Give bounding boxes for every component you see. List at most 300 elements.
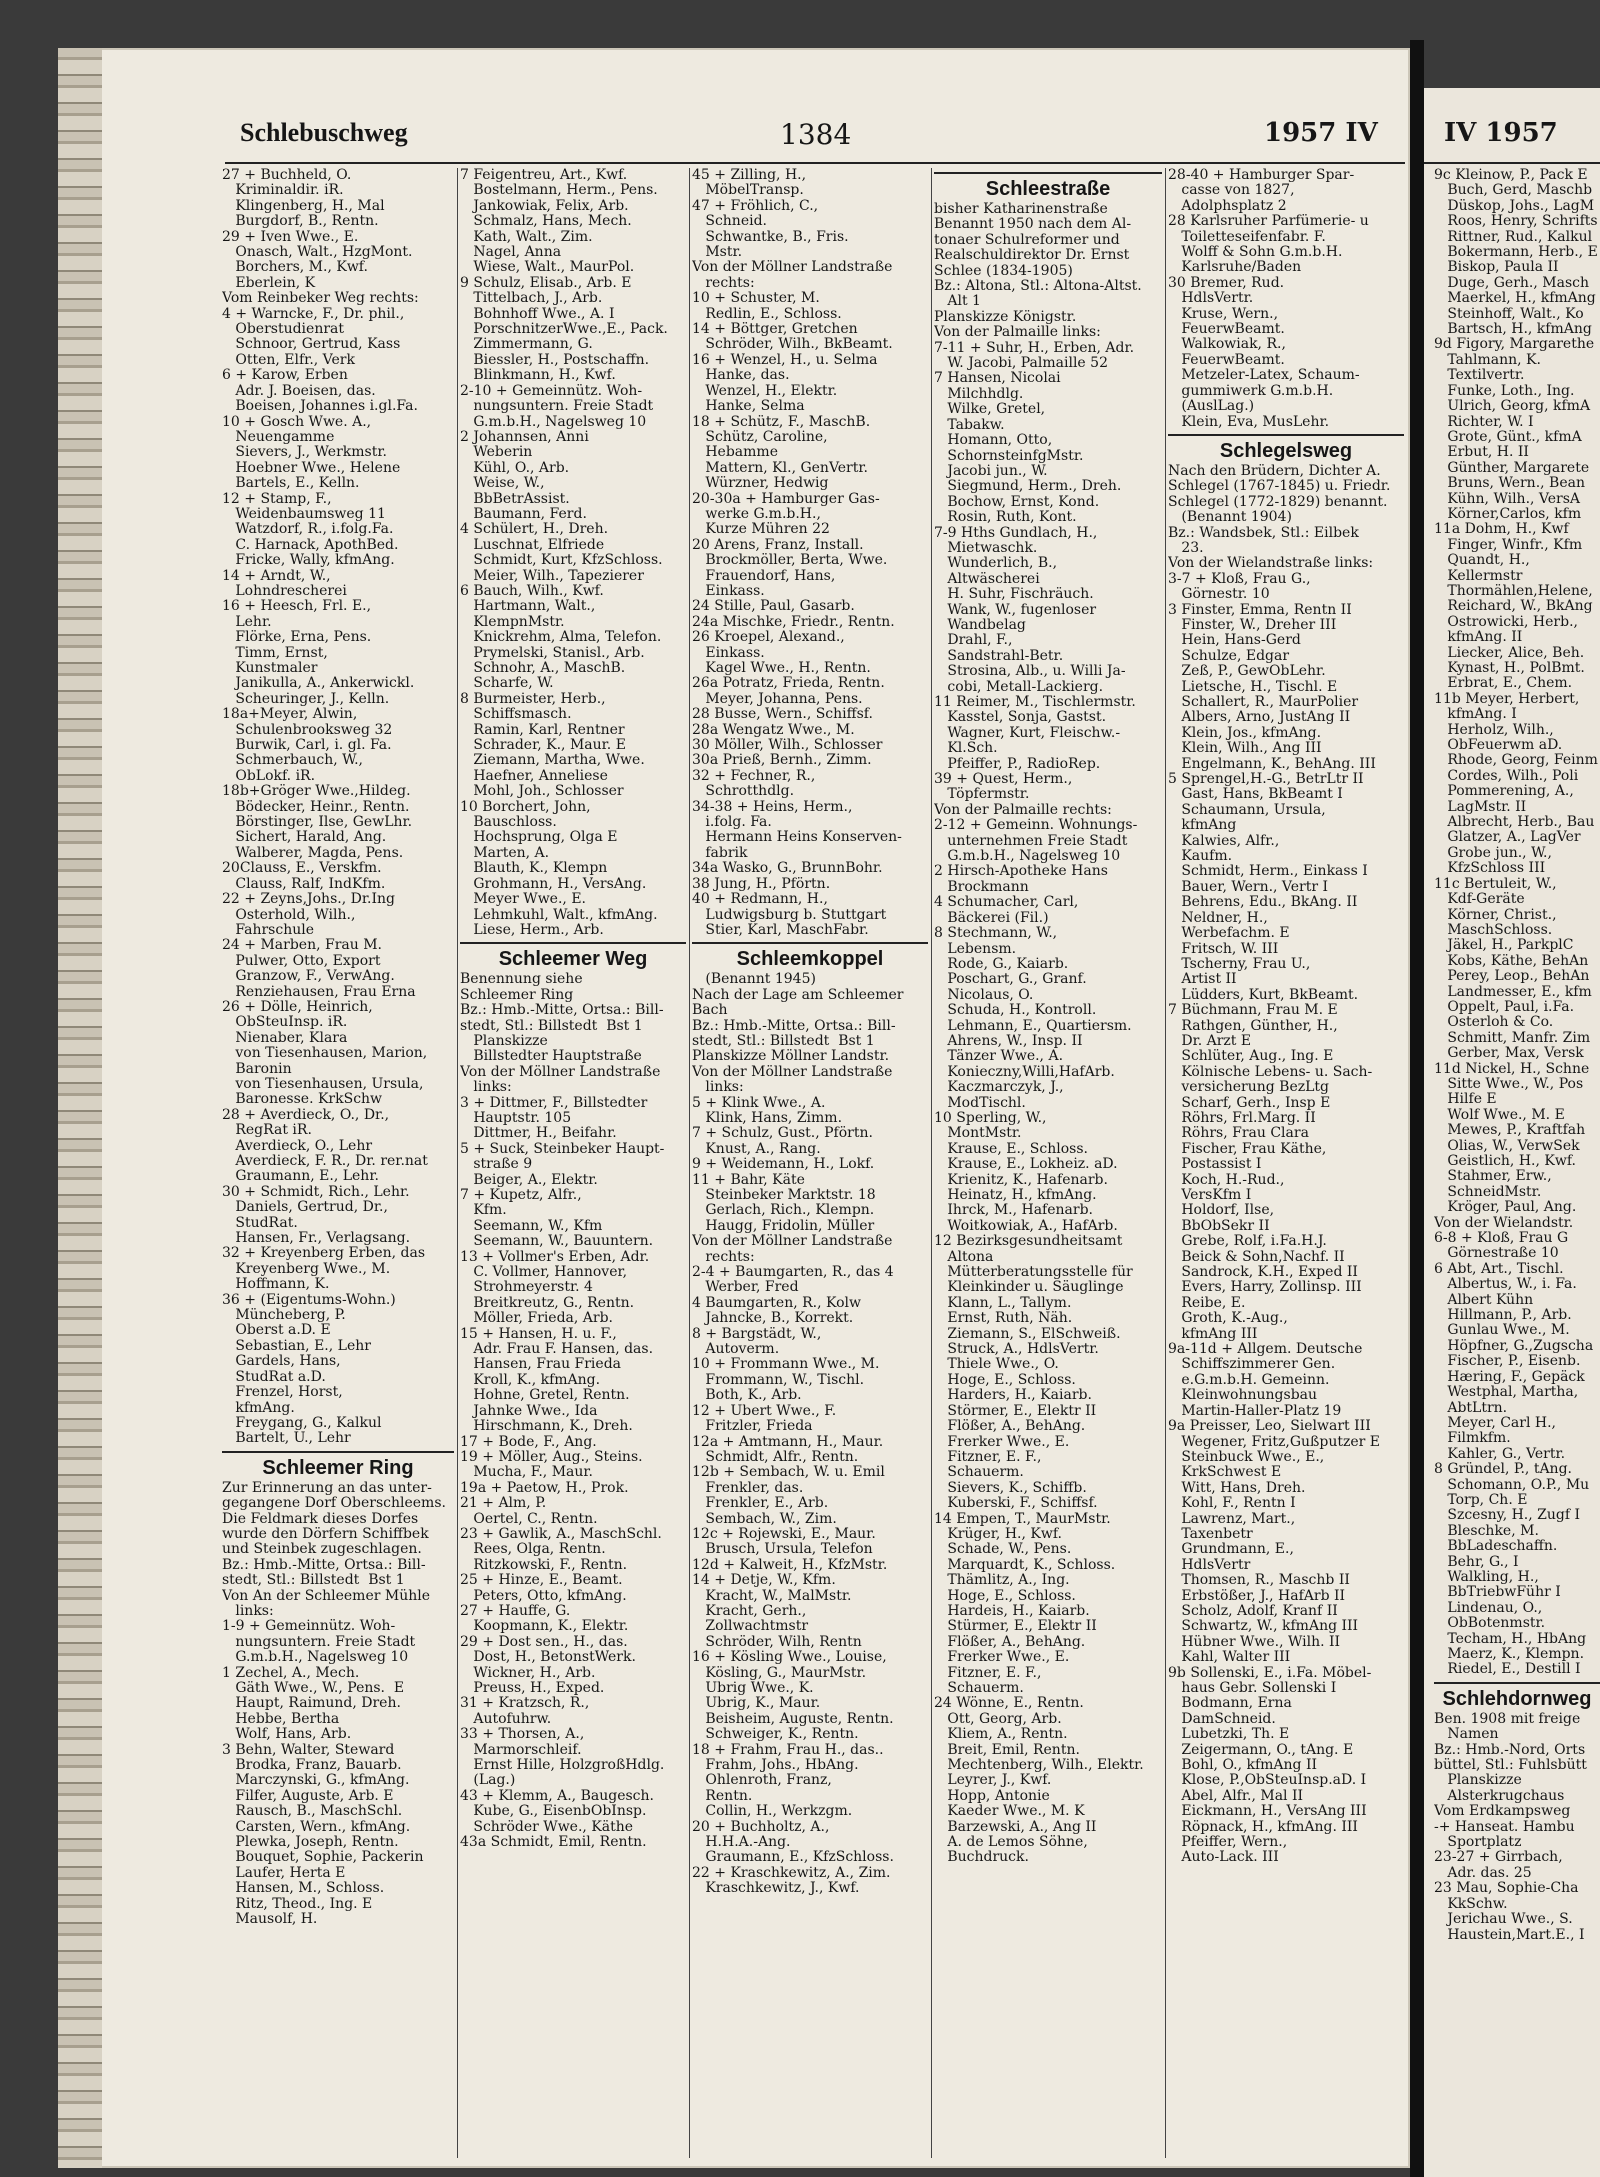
entry-line: Riedel, E., Destill I <box>1434 1661 1581 1678</box>
entry-line: 43 + Klemm, A., Baugesch. <box>460 1787 654 1804</box>
entry-line: Baronin <box>222 1060 292 1077</box>
entry-line: Timm, Ernst, <box>222 644 328 661</box>
entry-line: Kobs, Käthe, BehAn <box>1434 952 1589 969</box>
entry-line: 7 Büchmann, Frau M. E <box>1168 1002 1338 1019</box>
entry-line: Ahrens, W., Insp. II <box>934 1032 1083 1049</box>
entry-line: Rittner, Rud., Kalkul <box>1434 228 1593 245</box>
entry-line: Sandrock, K.H., Exped II <box>1168 1264 1358 1281</box>
entry-line: Bz.: Wandsbek, Stl.: Eilbek <box>1168 524 1359 541</box>
entry-line: Wilke, Gretel, <box>934 401 1046 418</box>
entry-line: Wiese, Walt., MaurPol. <box>460 259 635 276</box>
entry-line: 11a Dohm, H., Kwf <box>1434 521 1569 538</box>
entry-line: Bostelmann, Herm., Pens. <box>460 182 658 199</box>
entry-line: 30 Bremer, Rud. <box>1168 274 1285 291</box>
entry-line: 17 + Bode, F., Ang. <box>460 1433 597 1450</box>
entry-line: Wolf, Hans, Arb. <box>222 1726 352 1743</box>
entry-line: Dr. Arzt E <box>1168 1032 1252 1049</box>
entry-line: Geistlich, H., Kwf. <box>1434 1153 1576 1169</box>
entry-line: Von der Möllner Landstraße <box>692 1063 893 1080</box>
entry-line: Neuengamme <box>222 428 335 445</box>
entry-line: Poschart, G., Granf. <box>934 971 1087 988</box>
page-header-street: Schlebuschweg <box>240 118 408 147</box>
entry-line: 19 + Möller, Aug., Steins. <box>460 1448 643 1465</box>
entry-line: Bartels, E., Kelln. <box>222 475 360 492</box>
entry-line: HdlsVertr. <box>1168 290 1254 307</box>
entry-line: Hanke, Selma <box>692 398 805 415</box>
entry-line: Nach der Lage am Schleemer <box>692 986 904 1003</box>
entry-line: Bochow, Ernst, Kond. <box>934 493 1100 510</box>
entry-line: Ziemann, Martha, Wwe. <box>460 752 645 769</box>
entry-line: Krienitz, K., Hafenarb. <box>934 1171 1108 1188</box>
entry-line: 23-27 + Girrbach, <box>1434 1849 1563 1866</box>
entry-line: Fischer, P., Eisenb. <box>1434 1353 1581 1370</box>
entry-line: 28 Karlsruher Parfümerie- u <box>1168 213 1369 230</box>
entry-line: Thiele Wwe., O. <box>934 1356 1059 1373</box>
entry-line: Hoffmann, K. <box>222 1276 330 1293</box>
entry-line: SchneidMstr. <box>1434 1183 1542 1200</box>
entry-line: Artist II <box>1168 971 1237 988</box>
entry-line: Marten, A. <box>460 844 550 861</box>
entry-line: Steinbuck Wwe., E., <box>1168 1448 1325 1465</box>
entry-line: 39 + Quest, Herm., <box>934 771 1073 788</box>
entry-line: Bz.: Altona, Stl.: Altona-Altst. <box>934 278 1142 295</box>
entry-line: büttel, Stl.: Fuhlsbütt <box>1434 1757 1587 1774</box>
entry-line: Schneid. <box>692 213 767 230</box>
entry-line: Burwik, Carl, i. gl. Fa. <box>222 737 392 754</box>
entry-line: Erbrat, E., Chem. <box>1434 675 1573 692</box>
entry-line: Adolphsplatz 2 <box>1168 197 1287 214</box>
entry-line: 28 Busse, Wern., Schiffsf. <box>692 706 873 723</box>
entry-line: Bohl, O., kfmAng II <box>1168 1757 1318 1774</box>
entry-line: Pfeiffer, P., RadioRep. <box>934 755 1101 772</box>
column-divider <box>457 168 458 2158</box>
entry-line: Koopmann, K., Elektr. <box>460 1618 629 1635</box>
entry-line: Adr. Frau F. Hansen, das. <box>460 1341 654 1358</box>
entry-line: KlempnMstr. <box>460 613 565 630</box>
entry-line: KkSchw. <box>1434 1895 1508 1912</box>
entry-line: Schiffsmasch. <box>460 706 572 723</box>
entry-line: Struck, A., HdlsVertr. <box>934 1341 1099 1358</box>
entry-line: Sichert, Harald, Ang. <box>222 829 387 846</box>
entry-line: Hoge, E., Schloss. <box>934 1587 1076 1604</box>
entry-line: Dittmer, H., Beifahr. <box>460 1125 617 1142</box>
entry-line: Martin-Haller-Platz 19 <box>1168 1402 1342 1419</box>
entry-line: 6-8 + Kloß, Frau G <box>1434 1230 1569 1247</box>
entry-line: Fricke, Wally, kfmAng. <box>222 552 395 569</box>
entry-line: 7-9 Hths Gundlach, H., <box>934 524 1098 541</box>
entry-line: Collin, H., Werkzgm. <box>692 1803 853 1820</box>
entry-line: Gäth Wwe., W., Pens. E <box>222 1680 405 1696</box>
entry-line: Von der Wielandstraße links: <box>1168 555 1374 572</box>
entry-line: Gunlau Wwe., M. <box>1434 1322 1570 1339</box>
entry-line: Die Feldmark dieses Dorfes <box>222 1510 419 1527</box>
entry-line: Duge, Gerh., Masch <box>1434 274 1589 291</box>
entry-line: 9 Schulz, Elisab., Arb. E <box>460 274 632 291</box>
entry-line: C. Harnack, ApothBed. <box>222 536 399 553</box>
entry-line: Billstedter Hauptstraße <box>460 1048 642 1065</box>
entry-line: Lindenau, O., <box>1434 1599 1543 1616</box>
entry-line: Bartelt, U., Lehr <box>222 1430 351 1447</box>
entry-line: Kunstmaler <box>222 660 318 676</box>
entry-line: Lehmkuhl, Walt., kfmAng. <box>460 906 658 923</box>
entry-line: Von der Möllner Landstraße <box>460 1063 661 1080</box>
entry-line: Bartsch, H., kfmAng <box>1434 321 1592 338</box>
entry-line: und Steinbek zugeschlagen. <box>222 1541 422 1558</box>
entry-line: Bz.: Hmb.-Mitte, Ortsa.: Bill- <box>460 1002 664 1019</box>
entry-line: Störmer, E., Elektr II <box>934 1402 1097 1419</box>
entry-line: 3 Behn, Walter, Steward <box>222 1741 395 1758</box>
entry-line: 47 + Fröhlich, C., <box>692 197 819 214</box>
entry-line: kfmAng. II <box>1434 629 1523 646</box>
entry-line: Scholz, Adolf, Kranf II <box>1168 1602 1338 1619</box>
entry-line: Otten, Elfr., Verk <box>222 351 355 368</box>
entry-line: 20 Arens, Franz, Install. <box>692 536 864 553</box>
entry-line: Hardeis, H., Kaiarb. <box>934 1602 1090 1619</box>
entry-line: Werber, Fred <box>692 1279 799 1296</box>
entry-line: Benennung siehe <box>460 971 583 988</box>
entry-line: Lubetzki, Th. E <box>1168 1726 1290 1743</box>
entry-line: A. de Lemos Söhne, <box>934 1834 1088 1851</box>
entry-line: Sievers, K., Schiffb. <box>934 1479 1087 1496</box>
entry-line: Bokermann, Herb., E <box>1434 244 1598 261</box>
entry-line: 12 Bezirksgesundheitsamt <box>934 1233 1123 1250</box>
entry-line: Rosin, Ruth, Kont. <box>934 509 1077 526</box>
entry-line: kfmAng. <box>222 1399 295 1416</box>
entry-line: bisher Katharinenstraße <box>934 201 1108 217</box>
entry-line: Leyrer, J., Kwf. <box>934 1772 1052 1789</box>
entry-line: Kurze Mühren 22 <box>692 521 830 538</box>
entry-line: Hauptstr. 105 <box>460 1109 572 1126</box>
entry-line: Finger, Winfr., Kfm <box>1434 536 1583 553</box>
entry-line: Sebastian, E., Lehr <box>222 1337 371 1354</box>
column-divider <box>1165 168 1166 2158</box>
entry-line: Körner,Carlos, kfm <box>1434 505 1582 522</box>
entry-line: Walkowiak, R., <box>1168 336 1286 353</box>
entry-line: Kfm. <box>460 1202 507 1219</box>
entry-line: Klose, P.,ObSteuInsp.aD. I <box>1168 1772 1367 1789</box>
entry-line: Holdorf, Ilse, <box>1168 1202 1275 1219</box>
entry-line: Hebamme <box>692 444 778 461</box>
next-page-header-rule <box>1424 162 1600 164</box>
entry-line: Schiffszimmerer Gen. <box>1168 1356 1336 1373</box>
entry-line: 9b Sollenski, E., i.Fa. Möbel- <box>1168 1664 1372 1681</box>
entry-line: G.m.b.H., Nagelsweg 10 <box>222 1649 409 1666</box>
entry-line: -+ Hanseat. Hambu <box>1434 1818 1575 1835</box>
entry-line: versicherung BezLtg <box>1168 1079 1330 1096</box>
entry-line: Freygang, G., Kalkul <box>222 1414 382 1431</box>
entry-line: Günther, Margarete <box>1434 459 1590 476</box>
entry-line: 33 + Thorsen, A., <box>460 1726 585 1743</box>
entry-line: 34a Wasko, G., BrunnBohr. <box>692 860 883 877</box>
entry-line: Marquardt, K., Schloss. <box>934 1556 1116 1573</box>
entry-line: 10 + Schuster, M. <box>692 290 820 307</box>
entry-line: Kalwies, Alfr., <box>1168 832 1280 849</box>
entry-line: Hirschmann, K., Dreh. <box>460 1418 633 1435</box>
entry-line: Altona <box>934 1248 994 1265</box>
entry-line: Jahncke, B., Korrekt. <box>692 1310 854 1327</box>
entry-line: Ubrig Wwe., K. <box>692 1680 814 1696</box>
entry-line: 4 Baumgarten, R., Kolw <box>692 1294 861 1311</box>
entry-line: tonaer Schulreformer und <box>934 231 1120 248</box>
entry-line: 7 Feigentreu, Art., Kwf. <box>460 168 628 183</box>
entry-line: Barzewski, A., Ang II <box>934 1818 1097 1835</box>
entry-line: Ostrowicki, Herb., <box>1434 613 1578 630</box>
entry-line: Adr. J. Boeisen, das. <box>222 382 376 399</box>
entry-line: e.G.m.b.H. Gemeinn. <box>1168 1371 1330 1388</box>
entry-line: Lüdders, Kurt, BkBeamt. <box>1168 986 1359 1003</box>
entry-line: Ihrck, M., Hafenarb. <box>934 1202 1093 1219</box>
entry-line: 25 + Hinze, E., Beamt. <box>460 1572 623 1589</box>
entry-line: Altwäscherei <box>934 570 1040 587</box>
entry-line: Bauer, Wern., Vertr I <box>1168 878 1329 895</box>
entry-line: Dost, H., BetonstWerk. <box>460 1649 636 1666</box>
entry-line: Sievers, J., Werkmstr. <box>222 444 387 461</box>
entry-line: Nach den Brüdern, Dichter A. <box>1168 462 1381 479</box>
entry-line: Wegener, Fritz,Gußputzer E <box>1168 1433 1381 1450</box>
entry-line: Hohne, Gretel, Rentn. <box>460 1387 630 1404</box>
entry-line: Wolf Wwe., M. E <box>1434 1106 1565 1123</box>
entry-line: Ludwigsburg b. Stuttgart <box>692 906 887 923</box>
entry-line: 2-4 + Baumgarten, R., das 4 <box>692 1264 894 1281</box>
entry-line: Reichard, W., BkAng <box>1434 598 1593 615</box>
entry-line: Osterloh & Co. <box>1434 1014 1554 1031</box>
entry-line: Wank, W., fugenloser <box>934 601 1097 618</box>
entry-line: Bouquet, Sophie, Packerin <box>222 1849 424 1866</box>
column-3 <box>692 168 928 2168</box>
street-heading: Schleestraße <box>934 172 1162 202</box>
entry-line: 23 Mau, Sophie-Cha <box>1434 1880 1579 1897</box>
entry-line: Graumann, E., KfzSchloss. <box>692 1849 894 1866</box>
entry-line: Koch, H.-Rud., <box>1168 1171 1285 1188</box>
entry-line: Liecker, Alice, Beh. <box>1434 644 1585 661</box>
entry-line: Jankowiak, Felix, Arb. <box>460 197 629 214</box>
entry-line: Mütterberatungsstelle für <box>934 1264 1133 1281</box>
entry-line: Scharf, Gerh., Insp E <box>1168 1094 1331 1111</box>
column-1 <box>222 168 454 2168</box>
entry-line: Drahl, F., <box>934 632 1013 649</box>
entry-line: Mstr. <box>692 244 743 261</box>
entry-line: Toiletteseifenfabr. F. <box>1168 228 1326 245</box>
entry-line: Groth, K.-Aug., <box>1168 1310 1288 1327</box>
entry-line: Behr, G., I <box>1434 1553 1519 1570</box>
entry-line: Zur Erinnerung an das unter- <box>222 1479 432 1496</box>
entry-line: Lehr. <box>222 613 272 630</box>
entry-line: Brodka, Franz, Bauarb. <box>222 1757 402 1774</box>
entry-line: 10 Borchert, John, <box>460 798 591 815</box>
entry-line: Planskizze <box>1434 1772 1522 1789</box>
entry-line: Neldner, H., <box>1168 909 1268 926</box>
entry-line: 20 + Buchholtz, A., <box>692 1818 830 1835</box>
entry-line: Peters, Otto, kfmAng. <box>460 1587 627 1604</box>
entry-line: i.folg. Fa. <box>692 814 772 831</box>
entry-line: 7 Hansen, Nicolai <box>934 370 1061 387</box>
entry-line: Frahm, Johs., HbAng. <box>692 1757 859 1774</box>
entry-line: Averdieck, O., Lehr <box>222 1137 373 1154</box>
entry-line: Tabakw. <box>934 416 1005 433</box>
entry-line: Both, K., Arb. <box>692 1387 802 1404</box>
entry-line: kfmAng. I <box>1434 706 1517 723</box>
entry-line: Knickrehm, Alma, Telefon. <box>460 629 662 646</box>
entry-line: Kühl, O., Arb. <box>460 459 570 476</box>
entry-line: Averdieck, F. R., Dr. rer.nat <box>222 1153 428 1169</box>
entry-line: Cordes, Wilh., Poli <box>1434 767 1579 784</box>
entry-line: Olias, W., VerwSek <box>1434 1137 1580 1154</box>
entry-line: 27 + Buchheld, O. <box>222 168 352 183</box>
entry-line: 10 + Frommann Wwe., M. <box>692 1356 880 1373</box>
entry-line: Eickmann, H., VersAng III <box>1168 1803 1367 1820</box>
entry-line: Witt, Hans, Dreh. <box>1168 1479 1306 1496</box>
entry-line: 8 Burmeister, Herb., <box>460 690 606 707</box>
entry-line: Strohmeyerstr. 4 <box>460 1279 593 1296</box>
entry-line: Osterhold, Wilh., <box>222 906 356 923</box>
entry-line: 5 + Klink Wwe., A. <box>692 1094 826 1111</box>
entry-line: (AuslLag.) <box>1168 398 1255 415</box>
entry-line: Stürmer, E., Elektr II <box>934 1618 1097 1635</box>
entry-line: Lebensm. <box>934 940 1017 957</box>
entry-line: Kreyenberg Wwe., M. <box>222 1260 391 1277</box>
entry-line: Mausolf, H. <box>222 1911 318 1928</box>
entry-line: Flößer, A., BehAng. <box>934 1633 1086 1650</box>
entry-line: cobi, Metall-Lackierg. <box>934 678 1104 695</box>
entry-line: Woitkowiak, A., HafArb. <box>934 1217 1118 1234</box>
entry-line: Rentn. <box>692 1787 753 1804</box>
entry-line: Pommerening, A., <box>1434 783 1574 800</box>
entry-line: 10 Sperling, W., <box>934 1109 1047 1126</box>
entry-line: Boeisen, Johannes i.gl.Fa. <box>222 398 418 415</box>
entry-line: 19a + Paetow, H., Prok. <box>460 1479 629 1496</box>
entry-line: Zeß, P., GewObLehr. <box>1168 663 1326 680</box>
entry-line: 14 + Arndt, W., <box>222 567 331 584</box>
entry-line: 36 + (Eigentums-Wohn.) <box>222 1291 396 1308</box>
entry-line: 16 + Kösling Wwe., Louise, <box>692 1649 887 1666</box>
entry-line: Schrader, K., Maur. E <box>460 737 626 754</box>
entry-line: 12 + Stamp, F., <box>222 490 332 507</box>
entry-line: Knust, A., Rang. <box>692 1140 821 1157</box>
entry-line: Schütz, Caroline, <box>692 428 828 445</box>
column-4 <box>934 168 1162 2168</box>
entry-line: Thormählen,Helene, <box>1434 582 1593 599</box>
entry-line: 12a + Amtmann, H., Maur. <box>692 1433 884 1450</box>
entry-line: Haupt, Raimund, Dreh. <box>222 1695 401 1712</box>
entry-line: 45 + Zilling, H., <box>692 168 807 183</box>
entry-line: Maerz, K., Klempn. <box>1434 1646 1585 1662</box>
entry-line: Hein, Hans-Gerd <box>1168 632 1301 649</box>
entry-line: 15 + Hansen, H. u. F., <box>460 1325 617 1342</box>
entry-line: Rees, Olga, Rentn. <box>460 1541 606 1558</box>
entry-line: Gardels, Hans, <box>222 1353 341 1370</box>
entry-line: Ohlenroth, Franz, <box>692 1772 832 1789</box>
entry-line: FeuerwBeamt. <box>1168 351 1285 368</box>
entry-line: 38 Jung, H., Pförtn. <box>692 875 831 892</box>
entry-line: 32 + Kreyenberg Erben, das <box>222 1245 426 1262</box>
entry-line: Oberst a.D. E <box>222 1322 331 1339</box>
entry-line: Perey, Leop., BehAn <box>1434 968 1590 985</box>
entry-line: Gast, Hans, BkBeamt I <box>1168 786 1343 803</box>
entry-line: Blinkmann, H., Kwf. <box>460 367 616 384</box>
entry-line: Kahl, Walter III <box>1168 1649 1291 1666</box>
entry-line: 34-38 + Heins, Herm., <box>692 798 853 815</box>
entry-line: straße 9 <box>460 1156 533 1173</box>
entry-line: Zollwachtmstr <box>692 1618 809 1635</box>
entry-line: Klein, Wilh., Ang III <box>1168 740 1322 757</box>
entry-line: Röhrs, Frl.Marg. II <box>1168 1109 1316 1126</box>
entry-line: KrkSchwest E <box>1168 1464 1282 1481</box>
entry-line: Pulwer, Otto, Export <box>222 952 381 969</box>
entry-line: Watzdorf, R., i.folg.Fa. <box>222 521 394 538</box>
entry-line: 18 + Schütz, F., MaschB. <box>692 413 871 430</box>
entry-line: Schmitt, Manfr. Zim <box>1434 1029 1591 1046</box>
entry-line: 7 + Schulz, Gust., Pförtn. <box>692 1125 873 1142</box>
entry-line: Würzner, Hedwig <box>692 475 829 492</box>
entry-line: Pfeiffer, Wern., <box>1168 1834 1288 1851</box>
column-next-page <box>1434 168 1600 2168</box>
entry-line: Görnestr. 10 <box>1168 586 1270 603</box>
entry-line: Graumann, E., Lehr. <box>222 1168 379 1185</box>
entry-line: 23 + Gawlik, A., MaschSchl. <box>460 1525 662 1542</box>
entry-line: Buch, Gerd, Maschb <box>1434 182 1593 199</box>
entry-line: Kühn, Wilh., VersA <box>1434 490 1581 507</box>
entry-line: Klein, Eva, MusLehr. <box>1168 413 1330 430</box>
entry-line: Walkling, H., <box>1434 1568 1539 1585</box>
entry-line: 8 Stechmann, W., <box>934 925 1058 942</box>
entry-line: 22 + Zeyns,Johs., Dr.Ing <box>222 891 395 908</box>
entry-line: Tittelbach, J., Arb. <box>460 290 603 307</box>
entry-line: 5 + Suck, Steinbeker Haupt- <box>460 1140 665 1157</box>
entry-line: G.m.b.H., Nagelsweg 10 <box>934 848 1121 865</box>
entry-line: stedt, Stl.: Billstedt Bst 1 <box>460 1017 643 1034</box>
entry-line: rechts: <box>692 1248 755 1265</box>
entry-line: Konieczny,Willi,HafArb. <box>934 1063 1115 1080</box>
entry-line: Werbefachm. E <box>1168 925 1290 942</box>
entry-line: Marczynski, G., kfmAng. <box>222 1772 410 1789</box>
entry-line: StudRat. <box>222 1214 298 1231</box>
entry-line: (Lag.) <box>460 1772 516 1789</box>
entry-line: Kl.Sch. <box>934 740 998 757</box>
column-divider <box>931 168 932 2158</box>
entry-line: Schulze, Edgar <box>1168 647 1290 664</box>
entry-line: Hansen, Frau Frieda <box>460 1356 622 1373</box>
entry-line: Herholz, Wilh., <box>1434 721 1554 738</box>
entry-line: gummiwerk G.m.b.H. <box>1168 382 1334 399</box>
entry-line: Kriminaldir. iR. <box>222 182 344 199</box>
entry-line: Schmalz, Hans, Mech. <box>460 213 632 230</box>
entry-line: Granzow, F., VerwAng. <box>222 968 395 985</box>
entry-line: Carsten, Wern., kfmAng. <box>222 1818 411 1835</box>
entry-line: Wenzel, H., Elektr. <box>692 382 838 399</box>
entry-line: Schwartz, W., kfmAng III <box>1168 1618 1359 1635</box>
entry-line: Schrotthdlg. <box>692 783 795 800</box>
entry-line: Schmidt, Herm., Einkass I <box>1168 863 1368 880</box>
entry-line: Buchdruck. <box>934 1849 1029 1866</box>
entry-line: Hanke, das. <box>692 367 790 384</box>
entry-line: Kahler, G., Vertr. <box>1434 1445 1566 1462</box>
entry-line: 2-10 + Gemeinnütz. Woh- <box>460 382 643 399</box>
entry-line: 28-40 + Hamburger Spar- <box>1168 168 1355 183</box>
entry-line: Oppelt, Paul, i.Fa. <box>1434 998 1575 1015</box>
entry-line: Autoverm. <box>692 1341 780 1358</box>
entry-line: BbLadeschaffn. <box>1434 1538 1558 1555</box>
entry-line: Thämlitz, A., Ing. <box>934 1572 1070 1589</box>
entry-line: Höpfner, G.,Zugscha <box>1434 1337 1594 1354</box>
book-gutter <box>1410 40 1424 2177</box>
entry-line: ObBotenmstr. <box>1434 1615 1546 1632</box>
column-divider <box>689 168 690 2158</box>
entry-line: Liese, Herm., Arb. <box>460 921 604 938</box>
entry-line: Schlüter, Aug., Ing. E <box>1168 1048 1334 1065</box>
entry-line: 11d Nickel, H., Schne <box>1434 1060 1590 1077</box>
entry-line: Kaeder Wwe., M. K <box>934 1803 1085 1820</box>
entry-line: Baumann, Ferd. <box>460 505 587 522</box>
